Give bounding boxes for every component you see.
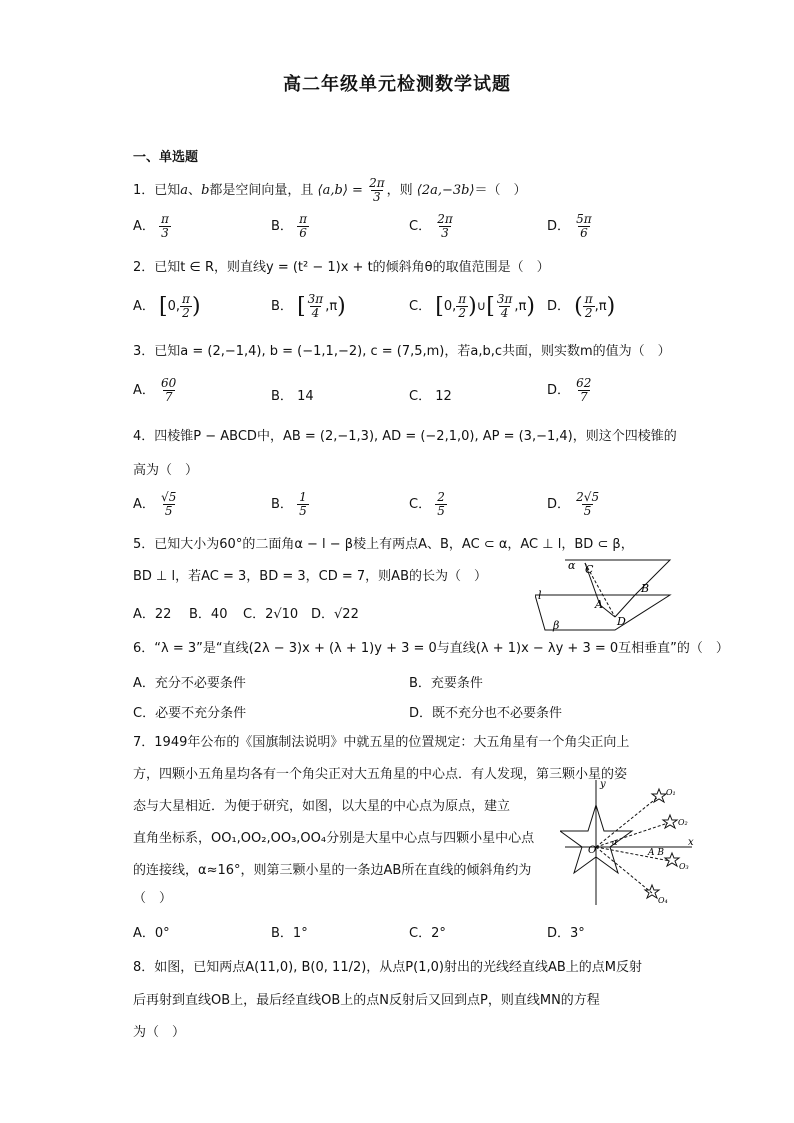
option-b[interactable]: B． 14 xyxy=(271,389,314,404)
option-a[interactable]: A． $\frac{60}{7}$ xyxy=(133,376,177,404)
question-2: 2．已知t ∈ R，则直线y = (t² − 1)x + t的倾斜角θ的取值范围是（ ） xyxy=(133,260,550,275)
question-8-line-3: 为（ ） xyxy=(133,1025,186,1040)
question-3: 3．已知a = (2,−1,4), b = (−1,1,−2), c = (7,5,m)，若a,b,c共面，则实数m的值为（ ） xyxy=(133,344,671,359)
option-d[interactable]: D．3° xyxy=(547,926,585,941)
question-3-options xyxy=(133,377,693,411)
question-7-line-3: 态与大星相近．为便于研究，如图，以大星的中心点为原点，建立 xyxy=(133,799,511,814)
option-a[interactable]: A． $\frac{√5}{5}$ xyxy=(133,490,177,518)
label-ab: A B xyxy=(648,848,664,858)
label-o4: O₄ xyxy=(658,896,668,905)
question-5-line-2: BD ⊥ l，若AC = 3，BD = 3，CD = 7，则AB的长为（ ） xyxy=(133,569,487,584)
question-7-options xyxy=(133,922,693,942)
question-4-line-1: 4．四棱锥P − ABCD中，AB = (2,−1,3), AD = (−2,1,0), AP = (3,−1,4)，则这个四棱锥的 xyxy=(133,429,677,444)
dihedral-angle-figure xyxy=(535,555,675,635)
option-a[interactable]: A． $\frac{\pi}{3}$ xyxy=(133,212,169,240)
plane-alpha xyxy=(535,560,670,595)
label-x: x xyxy=(688,837,694,848)
section-heading: 一、单选题 xyxy=(133,150,199,165)
question-2-options xyxy=(133,293,693,327)
question-6-options-row-1 xyxy=(133,672,693,692)
option-c[interactable]: C． $\frac{2\pi}{3}$ xyxy=(409,212,453,240)
label-a: A xyxy=(595,598,603,611)
label-alpha: α xyxy=(612,838,618,847)
option-c[interactable]: C． [0, $\frac{\pi}{2}$ )∪[ $\frac{3\pi}{4}$ ,π) xyxy=(409,292,535,320)
question-1-options xyxy=(133,213,693,243)
question-4-line-2: 高为（ ） xyxy=(133,463,199,478)
label-o2: O₂ xyxy=(678,818,688,827)
option-a[interactable]: A．0° xyxy=(133,926,170,941)
option-b[interactable]: B． [ $\frac{3\pi}{4}$ ,π) xyxy=(271,292,346,320)
small-star-4 xyxy=(645,885,659,898)
question-6: 6．“λ = 3”是“直线(2λ − 3)x + (λ + 1)y + 3 = 0与直线(λ + 1)x − λy + 3 = 0互相垂直”的（ ） xyxy=(133,641,729,656)
question-7-line-2: 方，四颗小五角星均各有一个角尖正对大五角星的中心点．有人发现，第三颗小星的姿 xyxy=(133,767,628,782)
option-d[interactable]: D．√22 xyxy=(311,607,359,622)
label-o: O xyxy=(588,845,597,856)
option-b[interactable]: B． $\frac{\pi}{6}$ xyxy=(271,212,307,240)
question-8-line-1: 8．如图，已知两点A(11,0), B(0, 11/2)，从点P(1,0)射出的光线经直线AB上的点M反射 xyxy=(133,960,642,975)
small-star-3 xyxy=(665,853,679,866)
option-b[interactable]: B．充要条件 xyxy=(409,676,483,691)
option-c[interactable]: C．2√10 xyxy=(243,607,299,622)
small-star-1 xyxy=(652,789,666,802)
question-5-options xyxy=(133,603,433,623)
label-d: D xyxy=(617,615,626,628)
question-4-options xyxy=(133,491,693,525)
question-7-line-6: （ ） xyxy=(133,891,173,906)
question-8-line-2: 后再射到直线OB上，最后经直线OB上的点N反射后又回到点P，则直线MN的方程 xyxy=(133,993,600,1008)
page-title: 高二年级单元检测数学试题 xyxy=(283,74,511,95)
option-d[interactable]: D． $\frac{62}{7}$ xyxy=(547,376,592,404)
segment-bd xyxy=(615,595,635,617)
question-1: 1．已知a、b都是空间向量，且 ⟨a,b⟩ = $\frac{2\pi}{3}$ ，则 ⟨2a,−3b⟩＝（ ） xyxy=(133,176,527,204)
line-oo2 xyxy=(596,823,668,847)
label-l: l xyxy=(538,589,542,602)
label-alpha: α xyxy=(568,559,576,572)
option-a[interactable]: A．充分不必要条件 xyxy=(133,676,246,691)
question-6-options-row-2 xyxy=(133,702,693,722)
option-b[interactable]: B．40 xyxy=(189,607,228,622)
small-star-2 xyxy=(663,815,677,828)
option-b[interactable]: B． $\frac{1}{5}$ xyxy=(271,490,307,518)
option-c[interactable]: C．2° xyxy=(409,926,446,941)
label-o3: O₃ xyxy=(679,862,689,871)
label-o1: O₁ xyxy=(666,788,676,797)
option-c[interactable]: C． $\frac{2}{5}$ xyxy=(409,490,445,518)
question-7-line-1: 7．1949年公布的《国旗制法说明》中就五星的位置规定：大五角星有一个角尖正向上 xyxy=(133,735,630,750)
question-7-line-4: 直角坐标系，OO₁,OO₂,OO₃,OO₄分别是大星中心点与四颗小星中心点 xyxy=(133,831,535,846)
option-b[interactable]: B．1° xyxy=(271,926,308,941)
option-a[interactable]: A． [0, $\frac{\pi}{2}$ ) xyxy=(133,292,201,320)
option-a[interactable]: A．22 xyxy=(133,607,172,622)
line-oo1 xyxy=(596,797,658,847)
label-c: C xyxy=(585,563,594,576)
option-d[interactable]: D． ( $\frac{\pi}{2}$ ,π) xyxy=(547,292,616,320)
option-d[interactable]: D． $\frac{5\pi}{6}$ xyxy=(547,212,592,240)
option-c[interactable]: C．必要不充分条件 xyxy=(133,706,247,721)
option-d[interactable]: D． $\frac{2√5}{5}$ xyxy=(547,490,600,518)
label-y: y xyxy=(600,779,606,790)
option-c[interactable]: C． 12 xyxy=(409,389,452,404)
question-7-line-5: 的连接线，α≈16°，则第三颗小星的一条边AB所在直线的倾斜角约为 xyxy=(133,863,532,878)
star-coordinate-figure xyxy=(560,775,700,910)
label-beta: β xyxy=(553,619,560,632)
label-b: B xyxy=(641,582,650,595)
option-d[interactable]: D．既不充分也不必要条件 xyxy=(409,706,563,721)
line-oo4 xyxy=(596,847,652,893)
question-5-line-1: 5．已知大小为60°的二面角α − l − β棱上有两点A、B，AC ⊂ α，AC ⊥ l，BD ⊂ β， xyxy=(133,537,634,552)
